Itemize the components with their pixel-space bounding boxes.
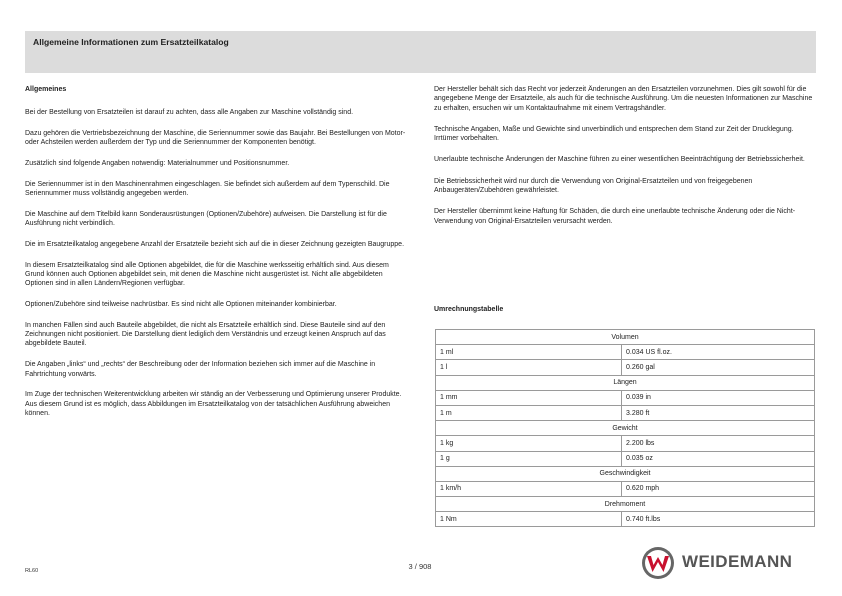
header-bar — [25, 31, 816, 73]
table-row — [436, 360, 815, 375]
table-cell-value: 0.740 ft.lbs — [622, 512, 815, 527]
table-cell-value: 2.200 lbs — [622, 436, 815, 451]
paragraph: Unerlaubte technische Änderungen der Maschine führen zu einer wesentlichen Beeinträchtigung der Betriebssicherheit. — [434, 156, 805, 164]
page-title: Allgemeine Informationen zum Ersatzteilkatalog — [33, 37, 229, 47]
table-cell-unit: 1 g — [436, 451, 622, 466]
table-group-header: Gewicht — [436, 421, 815, 436]
document-code: RL60 — [25, 568, 39, 574]
right-column — [434, 85, 814, 238]
paragraph: Im Zuge der technischen Weiterentwicklung arbeiten wir ständig an der Verbesserung und Optimierung unserer Produkte. Aus diesem Grund ist es möglich, dass Abbildungen im Ersatzteilkatalog von der tatsächlichen Ausführung abweichen können. — [25, 391, 402, 417]
paragraph: Der Hersteller übernimmt keine Haftung für Schäden, die durch eine unerlaubte technische Änderung oder die Nicht-Verwendung von Original-Ersatzteilen verursacht werden. — [434, 208, 796, 225]
table-cell-unit: 1 Nm — [436, 512, 622, 527]
table-cell-unit: 1 mm — [436, 390, 622, 405]
table-row — [436, 345, 815, 360]
table-cell-unit: 1 ml — [436, 345, 622, 360]
left-column — [25, 85, 410, 430]
table-cell-value: 3.280 ft — [622, 405, 815, 420]
table-group-header: Geschwindigkeit — [436, 466, 815, 481]
table-cell-unit: 1 l — [436, 360, 622, 375]
table-cell-value: 0.620 mph — [622, 481, 815, 496]
paragraph: Technische Angaben, Maße und Gewichte sind unverbindlich und entsprechen dem Stand zur Zeit der Drucklegung. Irrtümer vorbehalten. — [434, 125, 794, 143]
weidemann-w-icon — [640, 545, 676, 581]
page-number: 3 / 908 — [408, 562, 432, 571]
conversion-table-heading: Umrechnungstabelle — [434, 306, 504, 313]
table-cell-value: 0.260 gal — [622, 360, 815, 375]
table-row — [436, 390, 815, 405]
paragraph: In diesem Ersatzteilkatalog sind alle Optionen abgebildet, die für die Maschine werksseitig erhältlich sind. Aus diesem Grund können auch Optionen abgebildet sein, mit denen die Maschine nicht ausgerüstet ist. Nicht alle abgebildeten Optionen sind in allen Ländern/Regionen verfügbar. — [25, 261, 389, 288]
table-cell-unit: 1 km/h — [436, 481, 622, 496]
section-heading-allgemeines: Allgemeines — [25, 86, 67, 93]
paragraph: Die Maschine auf dem Titelbild kann Sonderausrüstungen (Optionen/Zubehöre) aufweisen. Die Darstellung ist für die Ausführung nicht verbindlich. — [25, 210, 387, 228]
table-row — [436, 436, 815, 451]
weidemann-logo — [640, 545, 820, 581]
table-cell-unit: 1 m — [436, 405, 622, 420]
table-group-header: Drehmoment — [436, 497, 815, 512]
table-row — [436, 512, 815, 527]
table-cell-value: 0.035 oz — [622, 451, 815, 466]
logo-wordmark: WEIDEMANN — [682, 552, 793, 571]
table-group-header: Volumen — [436, 330, 815, 345]
table-row — [436, 481, 815, 496]
table-cell-value: 0.034 US fl.oz. — [622, 345, 815, 360]
table-cell-value: 0.039 in — [622, 390, 815, 405]
paragraph: Zusätzlich sind folgende Angaben notwendig: Materialnummer und Positionsnummer. — [25, 159, 290, 167]
paragraph: Die Seriennummer ist in den Maschinenrahmen eingeschlagen. Sie befindet sich außerdem auf dem Typenschild. Die Seriennummer muss vollständig angegeben werden. — [25, 180, 390, 197]
paragraph: Die im Ersatzteilkatalog angegebene Anzahl der Ersatzteile bezieht sich auf die in dieser Zeichnung gezeigten Baugruppe. — [25, 240, 405, 248]
paragraph: In manchen Fällen sind auch Bauteile abgebildet, die nicht als Ersatzteile erhältlich sind. Diese Bauteile sind auf den Zeichnungen nicht positioniert. Die Darstellung dient lediglich dem Verständnis und erzeugt keinen Anspruch auf das abgebildete Bauteil. — [25, 321, 386, 348]
paragraph: Die Angaben „links“ und „rechts“ der Beschreibung oder der Information beziehen sich immer auf die Maschine in Fahrtrichtung vorwärts. — [25, 361, 376, 378]
paragraph: Optionen/Zubehöre sind teilweise nachrüstbar. Es sind nicht alle Optionen miteinander kombinierbar. — [25, 301, 337, 309]
paragraph: Bei der Bestellung von Ersatzteilen ist darauf zu achten, dass alle Angaben zur Maschine vollständig sind. — [25, 109, 354, 116]
table-row — [436, 405, 815, 420]
table-cell-unit: 1 kg — [436, 436, 622, 451]
paragraph: Dazu gehören die Vertriebsbezeichnung der Maschine, die Seriennummer sowie das Baujahr. Bei Bestellungen von Motor- oder Achsteilen werden außerdem der Typ und die Seriennummer der Komponenten benötigt. — [25, 129, 406, 147]
table-row — [436, 451, 815, 466]
paragraph: Der Hersteller behält sich das Recht vor jederzeit Änderungen an den Ersatzteilen vorzunehmen. Dies gilt sowohl für die angegebene Menge der Ersatzteile, als auch für die technische Ausführung. Um die neuesten Informationen zur Maschine zu erhalten, ersuchen wir um Kontaktaufnahme mit einem Vertragshändler. — [434, 86, 813, 112]
conversion-table — [435, 329, 815, 527]
table-group-header: Längen — [436, 375, 815, 390]
paragraph: Die Betriebssicherheit wird nur durch die Verwendung von Original-Ersatzteilen und von freigegebenen Anbaugeräten/Zubehören gewährleistet. — [434, 177, 753, 195]
